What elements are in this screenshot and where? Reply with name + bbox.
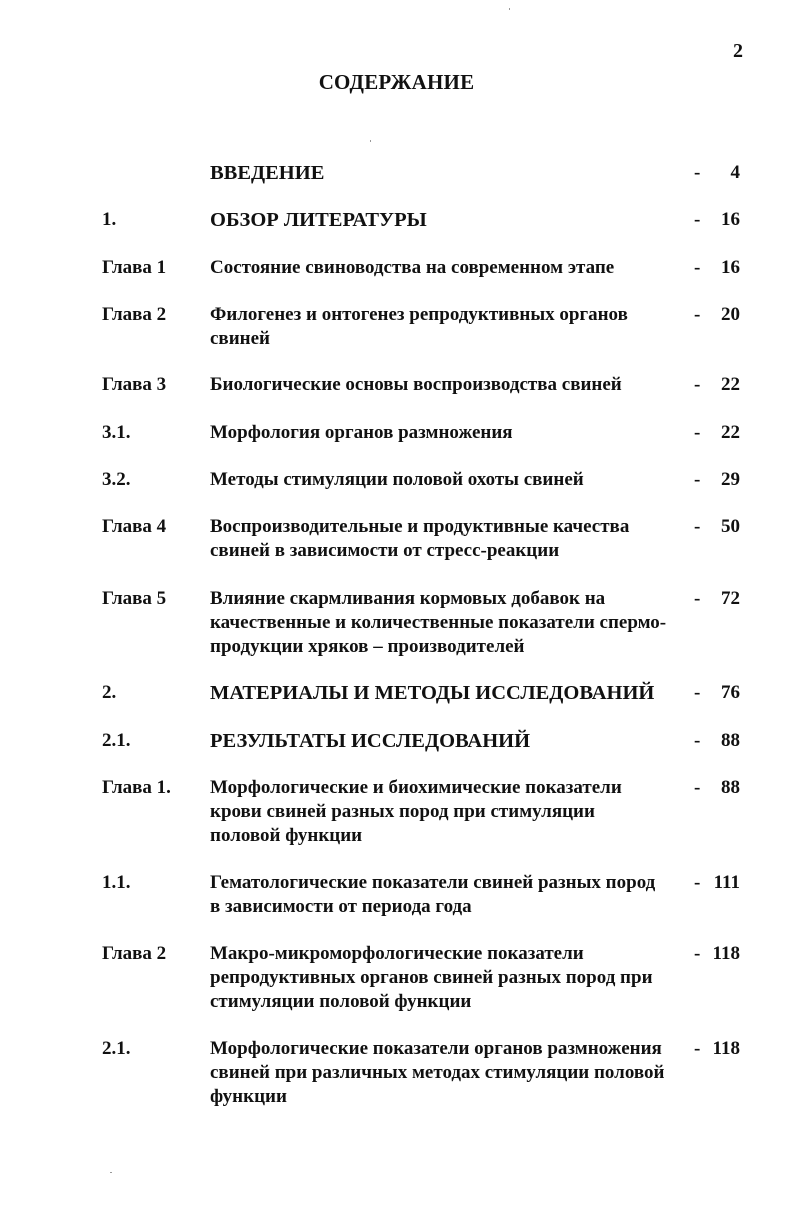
toc-entry-dash: - — [694, 257, 701, 278]
toc-entry-dash: - — [694, 374, 701, 395]
toc-entry-page: 118 — [712, 1038, 740, 1059]
toc-entry-title: Гематологические показатели свиней разных пород в зависимости от периода года — [210, 872, 656, 917]
toc-entry-title: Состояние свиноводства на современном этапе — [210, 257, 615, 278]
toc-entry-dash: - — [694, 516, 701, 537]
toc-entry-number: Глава 4 — [102, 516, 167, 537]
toc-entry-number: 1.1. — [102, 872, 131, 893]
scan-speck — [370, 140, 371, 142]
toc-entry-number: Глава 2 — [102, 943, 167, 964]
toc-entry-dash: - — [694, 422, 701, 443]
toc-entry-page: 72 — [721, 588, 740, 609]
toc-entry-title: Макро-микроморфологические показатели репродуктивных органов свиней разных пород при стимуляции половой функции — [210, 943, 653, 1012]
toc-entry-page: 20 — [721, 304, 740, 325]
toc-entry-title: ОБЗОР ЛИТЕРАТУРЫ — [210, 209, 427, 231]
toc-entry-title: Биологические основы воспроизводства свиней — [210, 374, 622, 395]
toc-entry-dash: - — [694, 872, 701, 893]
scan-speck — [509, 8, 510, 10]
toc-entry-title: Морфология органов размножения — [210, 422, 513, 443]
toc-entry-page: 22 — [721, 422, 740, 443]
toc-entry-number: Глава 3 — [102, 374, 167, 395]
toc-entry-title: ВВЕДЕНИЕ — [210, 162, 325, 184]
toc-entry-page: 16 — [721, 257, 740, 278]
toc-entry-page: 88 — [721, 730, 740, 751]
toc-entry-title: МАТЕРИАЛЫ И МЕТОДЫ ИССЛЕДОВАНИЙ — [210, 682, 655, 704]
toc-entry-number: 1. — [102, 209, 117, 230]
toc-entry-page: 50 — [721, 516, 740, 537]
toc-entry-title: Морфологические и биохимические показатели крови свиней разных пород при стимуляции половой функции — [210, 777, 622, 846]
toc-entry-dash: - — [694, 304, 701, 325]
toc-entry-title: Методы стимуляции половой охоты свиней — [210, 469, 584, 490]
toc-entry-dash: - — [694, 1038, 701, 1059]
toc-entry-dash: - — [694, 469, 701, 490]
toc-entry-page: 88 — [721, 777, 740, 798]
toc-entry-number: 3.2. — [102, 469, 131, 490]
toc-entry-page: 118 — [712, 943, 740, 964]
toc-entry-dash: - — [694, 162, 701, 183]
toc-entry-number: Глава 5 — [102, 588, 167, 609]
toc-entry-number: Глава 2 — [102, 304, 167, 325]
toc-entry-page: 16 — [721, 209, 740, 230]
toc-entry-number: 2.1. — [102, 1038, 131, 1059]
page-number: 2 — [733, 40, 743, 62]
toc-entry-title: Влияние скармливания кормовых добавок на качественные и количественные показатели спермо- продукции хряков – производителей — [210, 588, 667, 657]
toc-entry-page: 4 — [730, 162, 740, 183]
toc-entry-title: Морфологические показатели органов размножения свиней при различных методах стимуляции половой функции — [210, 1038, 665, 1107]
toc-entry-page: 22 — [721, 374, 740, 395]
toc-entry-page: 29 — [721, 469, 740, 490]
toc-entry-title: РЕЗУЛЬТАТЫ ИССЛЕДОВАНИЙ — [210, 730, 531, 752]
toc-entry-dash: - — [694, 730, 701, 751]
toc-entry-dash: - — [694, 209, 701, 230]
toc-entry-number: Глава 1 — [102, 257, 167, 278]
toc-entry-dash: - — [694, 943, 701, 964]
toc-entry-title: Воспроизводительные и продуктивные качества свиней в зависимости от стресс-реакции — [210, 516, 630, 561]
toc-entry-dash: - — [694, 588, 701, 609]
toc-entry-page: 111 — [713, 872, 740, 893]
toc-entry-number: Глава 1. — [102, 777, 171, 798]
toc-entry-number: 2.1. — [102, 730, 131, 751]
toc-entry-number: 3.1. — [102, 422, 131, 443]
toc-entry-title: Филогенез и онтогенез репродуктивных органов свиней — [210, 304, 628, 349]
scan-speck — [110, 1172, 112, 1173]
toc-entry-dash: - — [694, 777, 701, 798]
toc-entry-page: 76 — [721, 682, 740, 703]
toc-entry-dash: - — [694, 682, 701, 703]
page-title: СОДЕРЖАНИЕ — [318, 70, 475, 94]
toc-entry-number: 2. — [102, 682, 117, 703]
